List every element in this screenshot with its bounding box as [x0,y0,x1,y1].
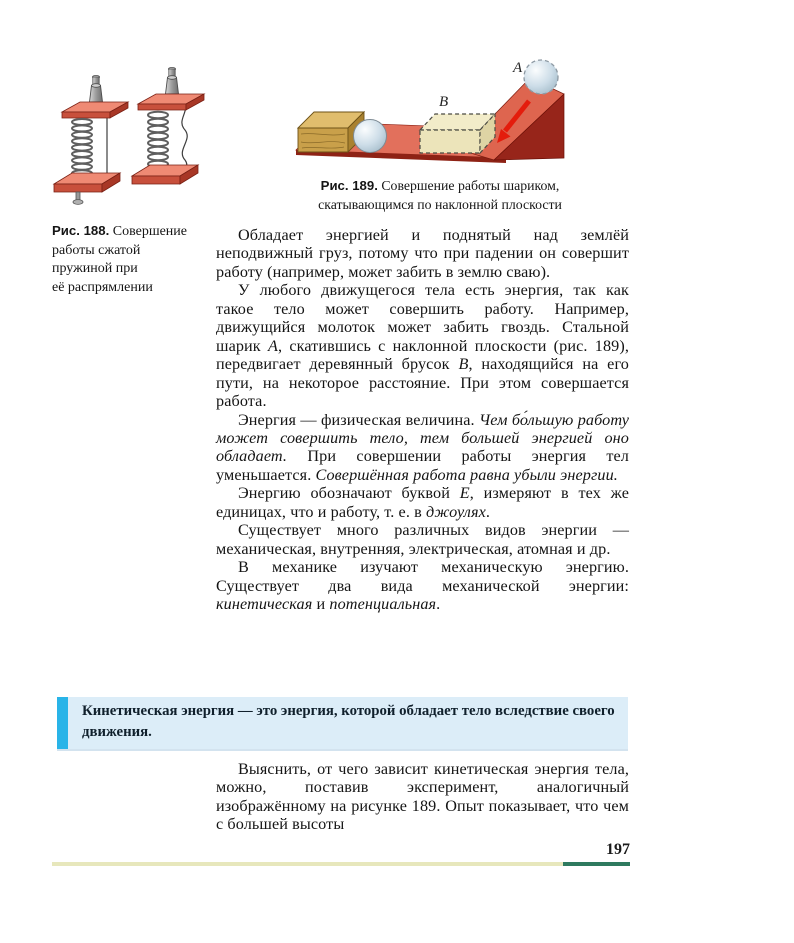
footer-rule-accent [563,862,630,866]
footer-rule [52,862,563,866]
ball-solid [354,120,387,153]
figure-189-label: Рис. 189. [320,178,378,193]
text-run: Существует много различных видов энергии — механическая, внутренняя, электрическая, атомная и др. [216,521,629,558]
figure-189-caption-text: Совершение работы шариком, скатывающимся по наклонной плоскости [318,178,562,212]
text-run: и [312,595,330,614]
figure-188-caption-text: Совершение работы сжатой пружиной при её распрямлении [52,224,188,295]
paragraph [216,484,629,521]
definition-box [57,697,628,749]
label-b: В [439,94,449,110]
figure-189-caption [272,177,608,214]
text-run: Выяснить, от чего зависит кинетическая энергия тела, можно, поставив эксперимент, аналогичный изображённому на рисунке 189. Опыт показывает, что чем с большей высоты [216,760,629,834]
text-run: У любого движущегося тела есть энергия, так как такое тело может совершить работу. Например, движущийся молоток может забить гвоздь. Стальной шарик [216,281,629,355]
figure-189-illustration [292,50,586,170]
text-run: , скатившись с наклонной плоскости (рис. 189), передвигает деревянный брусок [216,336,629,374]
definition-text: Кинетическая энергия — это энергия, которой обладает тело вследствие своего движения. [82,703,615,740]
emphasis-text: Е [459,484,470,503]
text-run: . [485,502,491,521]
block-b-dashed [420,114,495,153]
paragraph [216,558,629,613]
figure-188-label: Рис. 188. [52,223,110,238]
emphasis-text: А [267,336,278,355]
ball-a-dashed [524,60,558,94]
text-run: . [436,595,441,614]
figure-188-caption [52,222,224,297]
text-run: Обладает энергией и поднятый над землёй неподвижный груз, потому что при падении он совершит работу (например, может забить в землю сваю). [216,226,629,281]
emphasis-text: джоулях [426,502,486,521]
paragraph [216,521,629,558]
text-run: , измеряют в тех же единицах, что и работу, т. е. в [216,484,629,521]
text-run: Энергия — физическая величина. [238,410,479,429]
label-a: А [513,60,523,76]
emphasis-text: Чем бо́льшую работу может совершить тело, тем большей энергией оно обладает. [216,410,629,466]
emphasis-text: В [458,355,469,374]
body-text [216,226,629,614]
figure-188-illustration [48,58,214,218]
paragraph [216,760,629,834]
page-number: 197 [606,841,630,858]
paragraph [216,226,629,281]
emphasis-text: Совершённая работа равна убыли энергии. [315,465,618,484]
paragraph [216,411,629,485]
emphasis-text: потенциальная [329,595,437,614]
text-run: При совершении работы энергия тел уменьшается. [216,447,629,484]
paragraph [216,281,629,410]
body-text-continued [216,760,629,834]
spring-compressed [54,75,128,204]
text-run: Энергию обозначают буквой [238,484,460,503]
text-run: , находящийся на его пути, на некоторое расстояние. При этом совершается работа. [216,355,629,411]
text-run: В механике изучают механическую энергию. Существует два вида механической энергии: [216,558,629,595]
emphasis-text: кинетическая [216,595,313,614]
spring-extended [132,67,204,184]
